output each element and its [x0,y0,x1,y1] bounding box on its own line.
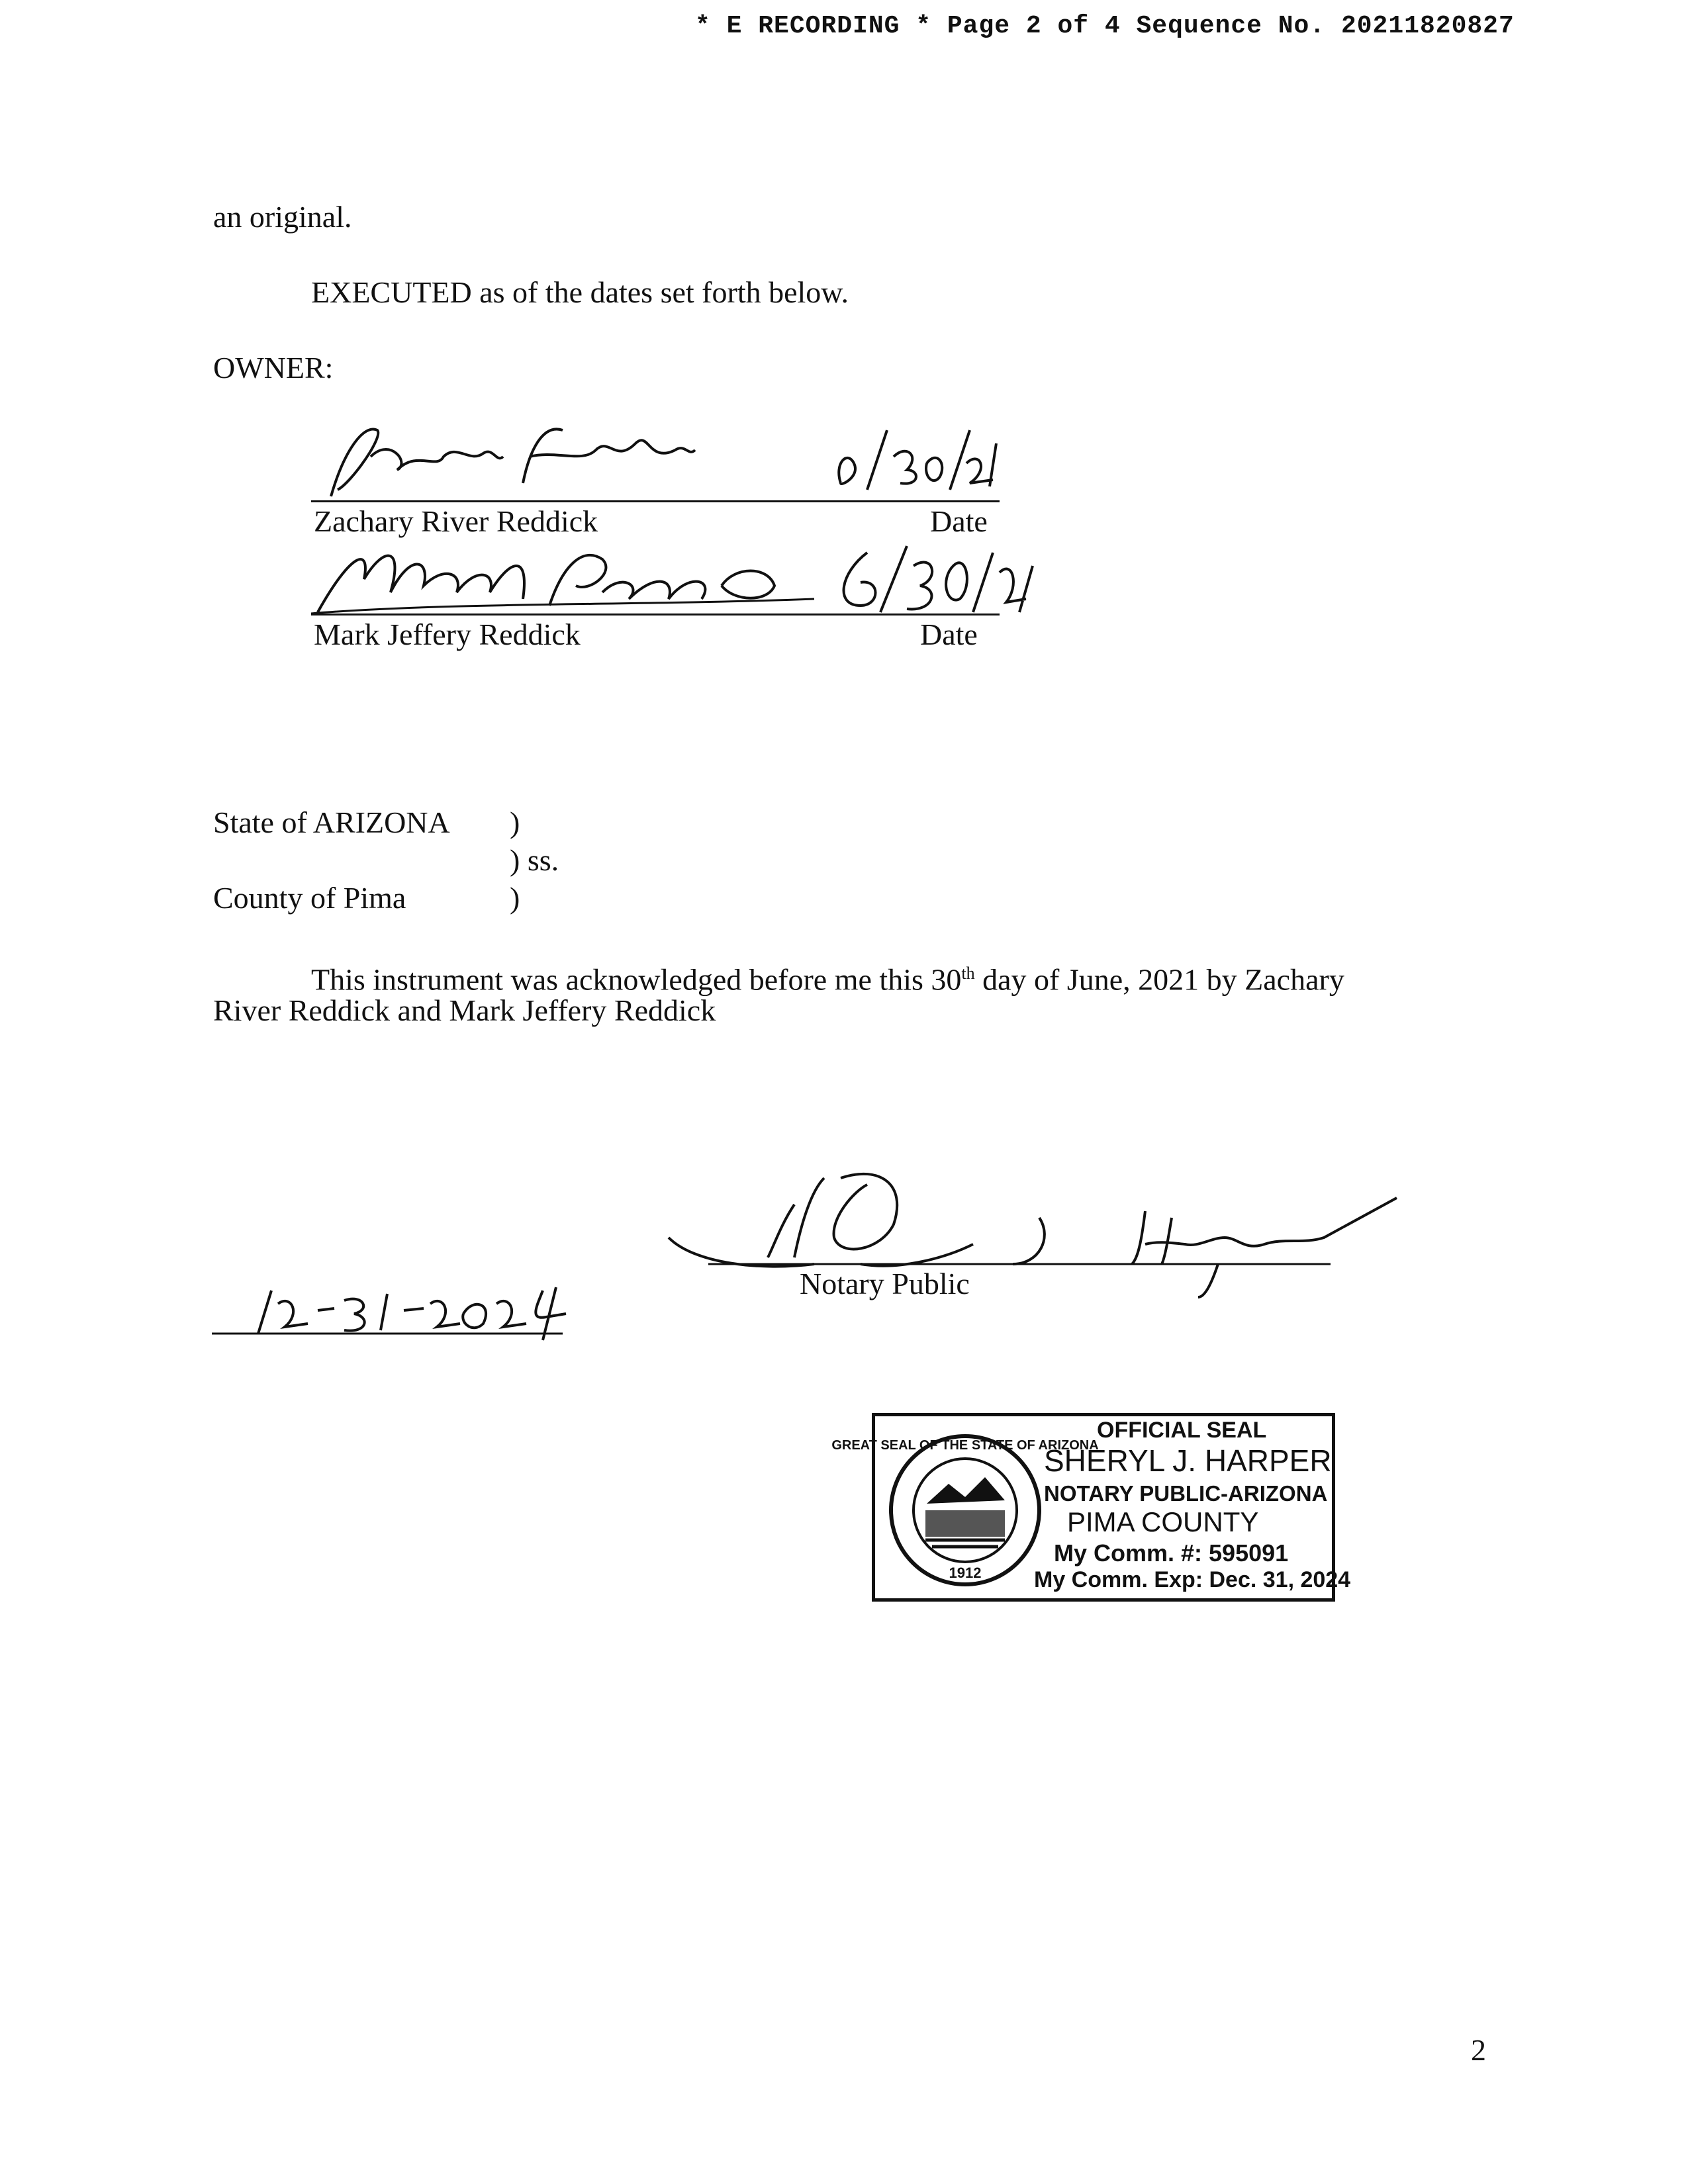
commission-date-handwritten [212,1281,583,1347]
executed-text: EXECUTED as of the dates set forth below. [311,275,849,309]
signature-mark [311,539,827,619]
signature-notary [669,1165,1397,1297]
signature-zachary-date [827,424,1000,496]
emblem-text: GREAT SEAL OF THE STATE OF ARIZONA [831,1438,1099,1453]
official-notary-seal [831,1413,1351,1602]
notary-public-label: Notary Public [800,1267,970,1300]
state-label: State of ARIZONA [213,805,450,839]
seal-commission-number: My Comm. #: 595091 [1054,1539,1289,1567]
acknowledgment-suffix: day of June, 2021 by Zachary [974,962,1344,997]
venue-ss: ) ss. [510,843,559,877]
signature-line-2 [311,614,1000,615]
signature-mark-date [827,539,1039,619]
page-number: 2 [1471,2033,1486,2067]
printed-name-zachary: Zachary River Reddick [314,504,598,538]
arizona-state-seal-emblem [831,1431,1099,1590]
date-label-1: Date [930,504,988,538]
seal-commission-expiration: My Comm. Exp: Dec. 31, 2024 [1034,1567,1351,1592]
continued-text: an original. [213,200,352,234]
seal-notary-name: SHERYL J. HARPER [1044,1443,1332,1478]
owner-label: OWNER: [213,351,334,385]
county-label: County of Pima [213,881,406,915]
acknowledgment-prefix: This instrument was acknowledged before me this 30 [311,962,962,997]
seal-title: OFFICIAL SEAL [1097,1418,1267,1443]
signature-zachary [305,410,702,503]
date-label-2: Date [920,617,978,651]
venue-paren-3: ) [510,881,520,915]
seal-county: PIMA COUNTY [1067,1506,1259,1537]
printed-name-mark: Mark Jeffery Reddick [314,617,581,651]
signature-line-1 [311,500,1000,502]
seal-notary-public-arizona: NOTARY PUBLIC-ARIZONA [1044,1481,1328,1506]
emblem-year: 1912 [949,1565,982,1581]
acknowledgment-line-2: River Reddick and Mark Jeffery Reddick [213,993,716,1027]
recording-header: * E RECORDING * Page 2 of 4 Sequence No. 20211820827 [695,12,1515,40]
acknowledgment-sup: th [961,964,975,983]
venue-paren-1: ) [510,805,520,839]
